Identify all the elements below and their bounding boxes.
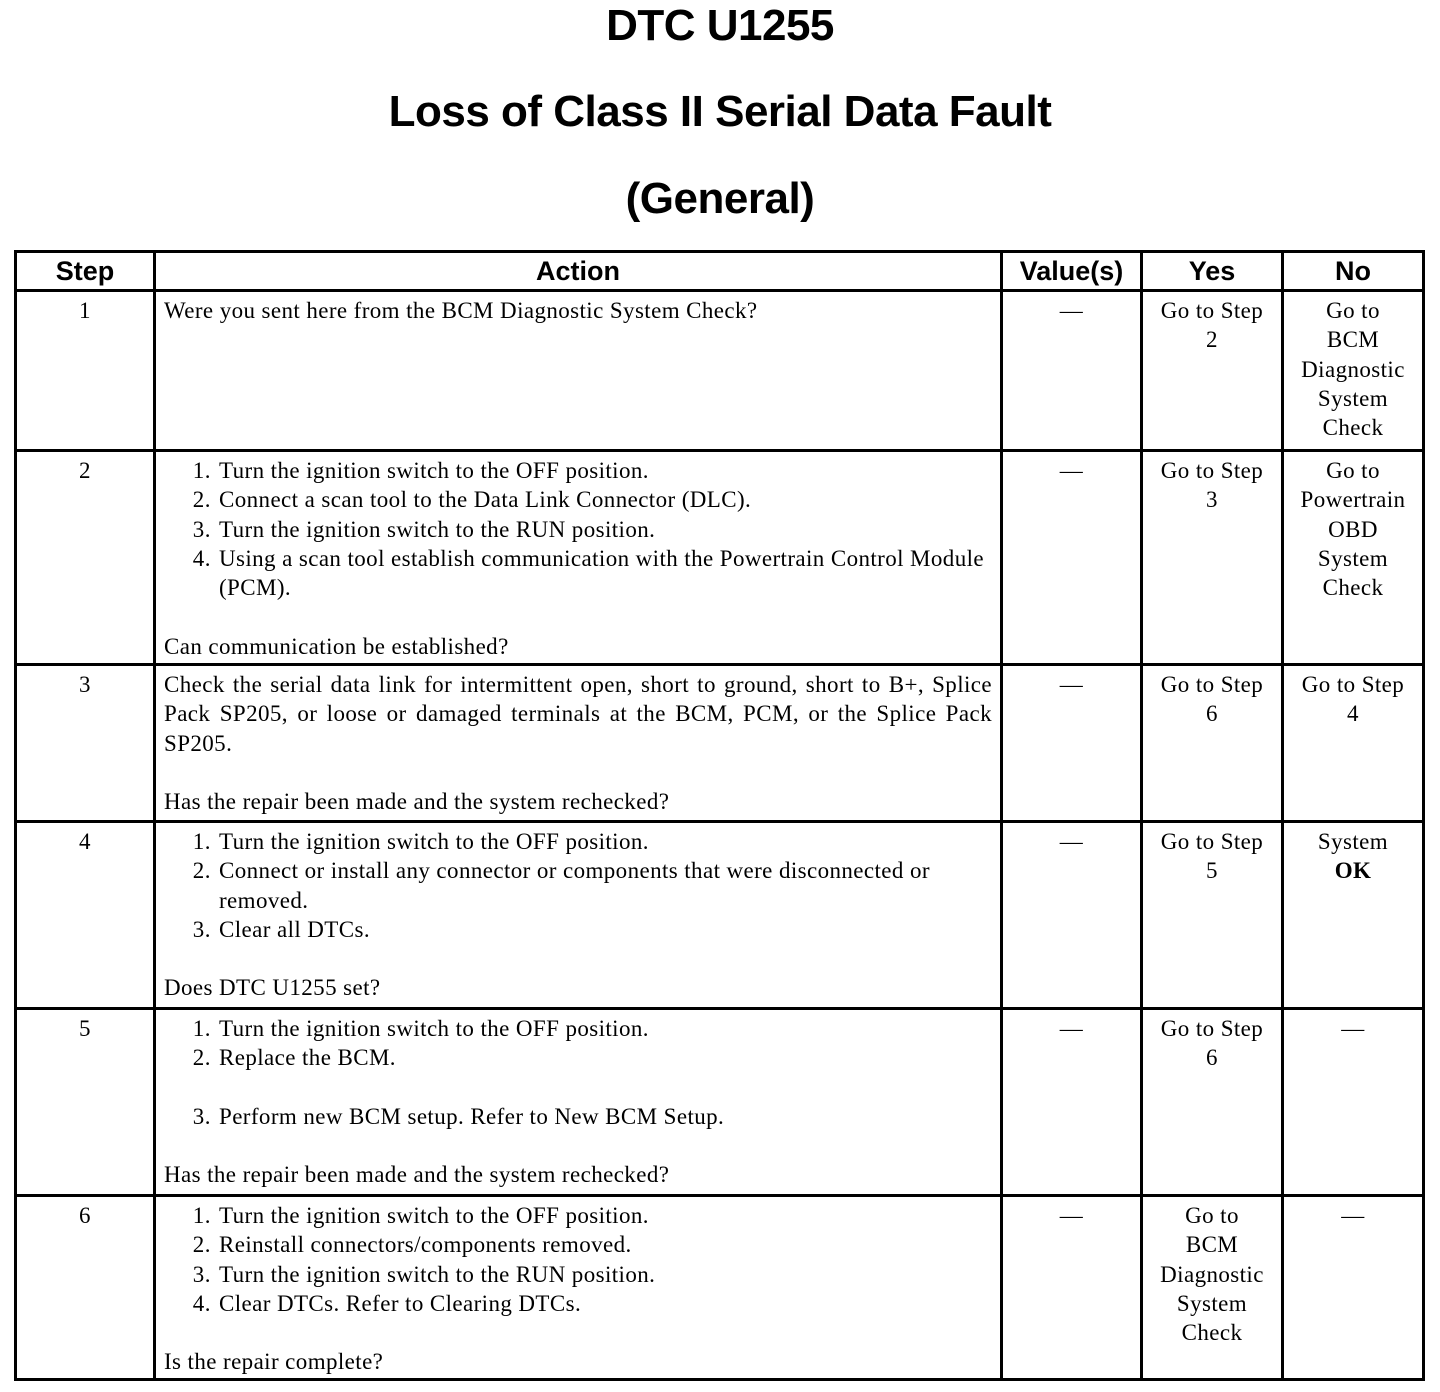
action-cell bbox=[155, 451, 1002, 665]
dtc-code-title: DTC U1255 bbox=[606, 1, 834, 50]
table-row bbox=[16, 451, 1424, 665]
step-number: 6 bbox=[16, 1196, 155, 1380]
yes-line: Go to bbox=[1185, 1203, 1239, 1228]
yes-line: 2 bbox=[1206, 327, 1218, 353]
header-no: No bbox=[1283, 252, 1424, 291]
yes-line: 5 bbox=[1206, 858, 1218, 884]
no-line: Check bbox=[1322, 575, 1384, 601]
yes-line: Go to Step bbox=[1160, 672, 1264, 697]
yes-line: Check bbox=[1181, 1320, 1243, 1346]
step-number: 5 bbox=[16, 1009, 155, 1196]
action-step: 1. Turn the ignition switch to the OFF position. bbox=[217, 1014, 992, 1043]
yes-line: 6 bbox=[1206, 701, 1218, 727]
action-step: 2. Reinstall connectors/components removed. bbox=[217, 1230, 992, 1259]
no-line: System bbox=[1317, 829, 1389, 854]
no-line: Check bbox=[1322, 415, 1384, 441]
no-line: — bbox=[1341, 1016, 1365, 1041]
action-step: 3. Turn the ignition switch to the RUN position. bbox=[217, 1260, 992, 1289]
action-step: 3. Clear all DTCs. bbox=[217, 915, 992, 944]
no-line: Diagnostic bbox=[1301, 356, 1405, 382]
step-number: 1 bbox=[16, 291, 155, 451]
header-yes: Yes bbox=[1142, 252, 1283, 291]
header-values: Value(s) bbox=[1002, 252, 1142, 291]
action-step: 3. Perform new BCM setup. Refer to New BCM Setup. bbox=[217, 1102, 992, 1131]
yes-line: Diagnostic bbox=[1160, 1261, 1264, 1287]
action-step: 1. Turn the ignition switch to the OFF position. bbox=[217, 827, 992, 856]
dtc-subtitle: (General) bbox=[625, 174, 815, 223]
action-step: 3. Turn the ignition switch to the RUN position. bbox=[217, 515, 992, 544]
yes-cell bbox=[1142, 451, 1283, 665]
value-cell: — bbox=[1002, 1196, 1142, 1380]
diagnostic-table bbox=[14, 250, 1425, 1381]
no-line: Go to bbox=[1326, 298, 1380, 323]
action-step: 2. Connect a scan tool to the Data Link Connector (DLC). bbox=[217, 485, 992, 514]
yes-line: BCM bbox=[1185, 1232, 1239, 1258]
yes-cell bbox=[1142, 822, 1283, 1009]
no-cell bbox=[1283, 1196, 1424, 1380]
value-cell: — bbox=[1002, 1009, 1142, 1196]
yes-line: Go to Step bbox=[1160, 298, 1264, 323]
no-line: 4 bbox=[1347, 701, 1359, 727]
yes-line: Go to Step bbox=[1160, 1016, 1264, 1041]
yes-line: Go to Step bbox=[1160, 829, 1264, 854]
step-number: 2 bbox=[16, 451, 155, 665]
action-steps-list bbox=[164, 827, 992, 944]
action-question: Has the repair been made and the system rechecked? bbox=[164, 789, 670, 815]
action-steps-list bbox=[164, 1201, 992, 1318]
action-step: 1. Turn the ignition switch to the OFF position. bbox=[217, 456, 992, 485]
no-cell bbox=[1283, 822, 1424, 1009]
yes-line: Go to Step bbox=[1160, 458, 1264, 483]
no-cell bbox=[1283, 291, 1424, 451]
no-line: Powertrain bbox=[1300, 487, 1406, 513]
table-row bbox=[16, 291, 1424, 451]
step-number: 4 bbox=[16, 822, 155, 1009]
value-cell: — bbox=[1002, 665, 1142, 822]
action-text: Check the serial data link for intermittent open, short to ground, short to B+, Splice Pack SP205, or loose or damaged terminals at the BCM, PCM, or the Splice Pack SP205. bbox=[164, 672, 992, 756]
yes-cell bbox=[1142, 291, 1283, 451]
action-text: Were you sent here from the BCM Diagnostic System Check? bbox=[164, 298, 758, 323]
value-cell: — bbox=[1002, 451, 1142, 665]
action-cell bbox=[155, 822, 1002, 1009]
action-steps-list bbox=[164, 456, 992, 602]
action-step: 1. Turn the ignition switch to the OFF position. bbox=[217, 1201, 992, 1230]
dtc-description-title: Loss of Class II Serial Data Fault bbox=[388, 87, 1052, 136]
action-question: Does DTC U1255 set? bbox=[164, 975, 381, 1001]
value-cell: — bbox=[1002, 291, 1142, 451]
action-step: 4. Using a scan tool establish communication with the Powertrain Control Module (PCM). bbox=[217, 544, 992, 603]
no-line: OBD bbox=[1328, 516, 1378, 542]
yes-line: 3 bbox=[1206, 487, 1218, 513]
yes-cell bbox=[1142, 665, 1283, 822]
no-line: System bbox=[1317, 545, 1389, 571]
table-row bbox=[16, 665, 1424, 822]
no-cell bbox=[1283, 665, 1424, 822]
yes-cell bbox=[1142, 1196, 1283, 1380]
action-cell bbox=[155, 1009, 1002, 1196]
action-step: 2. Connect or install any connector or components that were disconnected or removed. bbox=[217, 856, 992, 915]
yes-cell bbox=[1142, 1009, 1283, 1196]
no-line: OK bbox=[1334, 858, 1372, 884]
no-cell bbox=[1283, 1009, 1424, 1196]
no-line: — bbox=[1341, 1203, 1365, 1228]
no-line: System bbox=[1317, 385, 1389, 411]
action-question: Can communication be established? bbox=[164, 633, 509, 659]
table-header-row bbox=[16, 252, 1424, 291]
no-cell bbox=[1283, 451, 1424, 665]
action-step: 2. Replace the BCM. bbox=[217, 1043, 992, 1072]
no-line: Go to Step bbox=[1301, 672, 1405, 697]
yes-line: System bbox=[1176, 1290, 1248, 1316]
action-cell bbox=[155, 1196, 1002, 1380]
table-row bbox=[16, 822, 1424, 1009]
no-line: BCM bbox=[1326, 327, 1380, 353]
step-number: 3 bbox=[16, 665, 155, 822]
action-cell bbox=[155, 665, 1002, 822]
table-row bbox=[16, 1196, 1424, 1380]
action-question: Is the repair complete? bbox=[164, 1349, 384, 1375]
action-steps-list bbox=[164, 1014, 992, 1131]
no-line: Go to bbox=[1326, 458, 1380, 483]
action-step: 4. Clear DTCs. Refer to Clearing DTCs. bbox=[217, 1289, 992, 1318]
table-row bbox=[16, 1009, 1424, 1196]
value-cell: — bbox=[1002, 822, 1142, 1009]
action-question: Has the repair been made and the system rechecked? bbox=[164, 1162, 670, 1188]
header-action: Action bbox=[155, 252, 1002, 291]
yes-line: 6 bbox=[1206, 1045, 1218, 1071]
action-cell bbox=[155, 291, 1002, 451]
header-step: Step bbox=[16, 252, 155, 291]
